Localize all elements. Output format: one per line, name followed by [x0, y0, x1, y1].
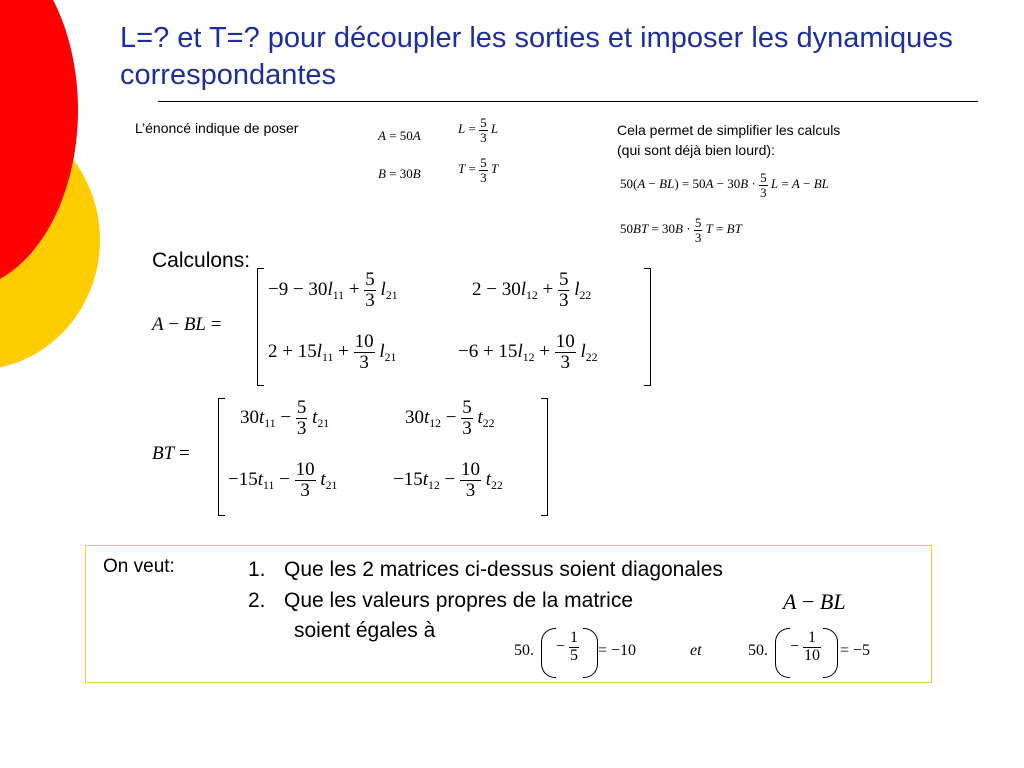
eigenvalue-2-right-paren	[823, 628, 838, 678]
simplify-equation-2: 50BT = 30B · $\frac{5}{3}$ T = BT	[620, 215, 742, 245]
matrix-bt-r2c1: $-15t_{11}$ − $\frac{10}{3}$ $t_{21}$	[228, 459, 338, 501]
requirement-1-text: Que les 2 matrices ci-dessus soient diagonales	[284, 558, 723, 581]
on-veut-label: On veut:	[103, 556, 175, 577]
matrix-abl-r2c2: $-6 + 15l_{12}$ + $\frac{10}{3}$ $l_{22}$	[458, 331, 598, 373]
matrix-bt-r2c2: $-15t_{12}$ − $\frac{10}{3}$ $t_{22}$	[393, 459, 503, 501]
calculons-heading: Calculons:	[152, 249, 251, 272]
matrix-abl-label: A − BL =	[152, 314, 222, 335]
matrix-abl-r1c1: $-9 - 30l_{11}$ + $\frac{5}{3}$ $l_{21}$	[268, 269, 398, 311]
eigenvalue-1-fraction: − $\frac{1}{5}$	[556, 629, 579, 664]
requirement-2-text: Que les valeurs propres de la matrice	[284, 589, 633, 612]
eigenvalue-1-lead: 50.	[514, 642, 534, 659]
matrix-abl-r1c2: $2 - 30l_{12}$ + $\frac{5}{3}$ $l_{22}$	[472, 269, 592, 311]
et-conjunction: et	[690, 642, 702, 659]
eigenvalue-2-lead: 50.	[748, 642, 768, 659]
simplify-equation-1: 50(A − BL) = 50A − 30B · $\frac{5}{3}$ L = A − BL	[620, 170, 829, 200]
eq-t-definition: T = $\frac{5}{3}$ T	[458, 155, 499, 185]
eq-l-definition: L = $\frac{5}{3}$ L	[458, 115, 499, 145]
eigenvalue-1-result: = −10	[598, 642, 637, 659]
simplify-note	[617, 120, 840, 160]
matrix-bt-label: BT =	[152, 443, 190, 464]
matrix-bt-left-bracket	[218, 398, 225, 516]
requirement-2-matrix: A − BL	[783, 589, 846, 614]
matrix-abl-r2c1: $2 + 15l_{11}$ + $\frac{10}{3}$ $l_{21}$	[268, 331, 397, 373]
requirement-2-number: 2.	[248, 589, 266, 612]
matrix-abl-left-bracket	[257, 268, 264, 386]
matrix-bt-r1c2: $30t_{12}$ − $\frac{5}{3}$ $t_{22}$	[405, 397, 495, 439]
eq-a-definition: A = 50A	[378, 128, 421, 143]
matrix-bt-right-bracket	[541, 398, 548, 516]
simplify-note-line1: Cela permet de simplifier les calculs	[617, 122, 841, 138]
title-underline	[158, 101, 978, 102]
matrix-bt-r1c1: $30t_{11}$ − $\frac{5}{3}$ $t_{21}$	[240, 397, 330, 439]
eigenvalue-1-left-paren	[541, 628, 556, 678]
eq-b-definition: B = 30B	[378, 166, 421, 181]
simplify-note-line2: (qui sont déjà bien lourd):	[617, 142, 775, 158]
eigenvalue-2-left-paren	[775, 628, 790, 678]
slide-title: L=? et T=? pour découpler les sorties et imposer les dynamiques correspondantes	[120, 22, 953, 91]
eigenvalue-2-result: = −5	[840, 642, 871, 659]
intro-label: L’énoncé indique de poser	[135, 120, 299, 136]
eigenvalue-1-right-paren	[583, 628, 598, 678]
requirement-1-number: 1.	[248, 558, 266, 581]
eigenvalue-2-fraction: − $\frac{1}{10}$	[790, 629, 821, 664]
matrix-abl-right-bracket	[644, 268, 651, 386]
requirement-2-continuation: soient égales à	[294, 619, 436, 642]
